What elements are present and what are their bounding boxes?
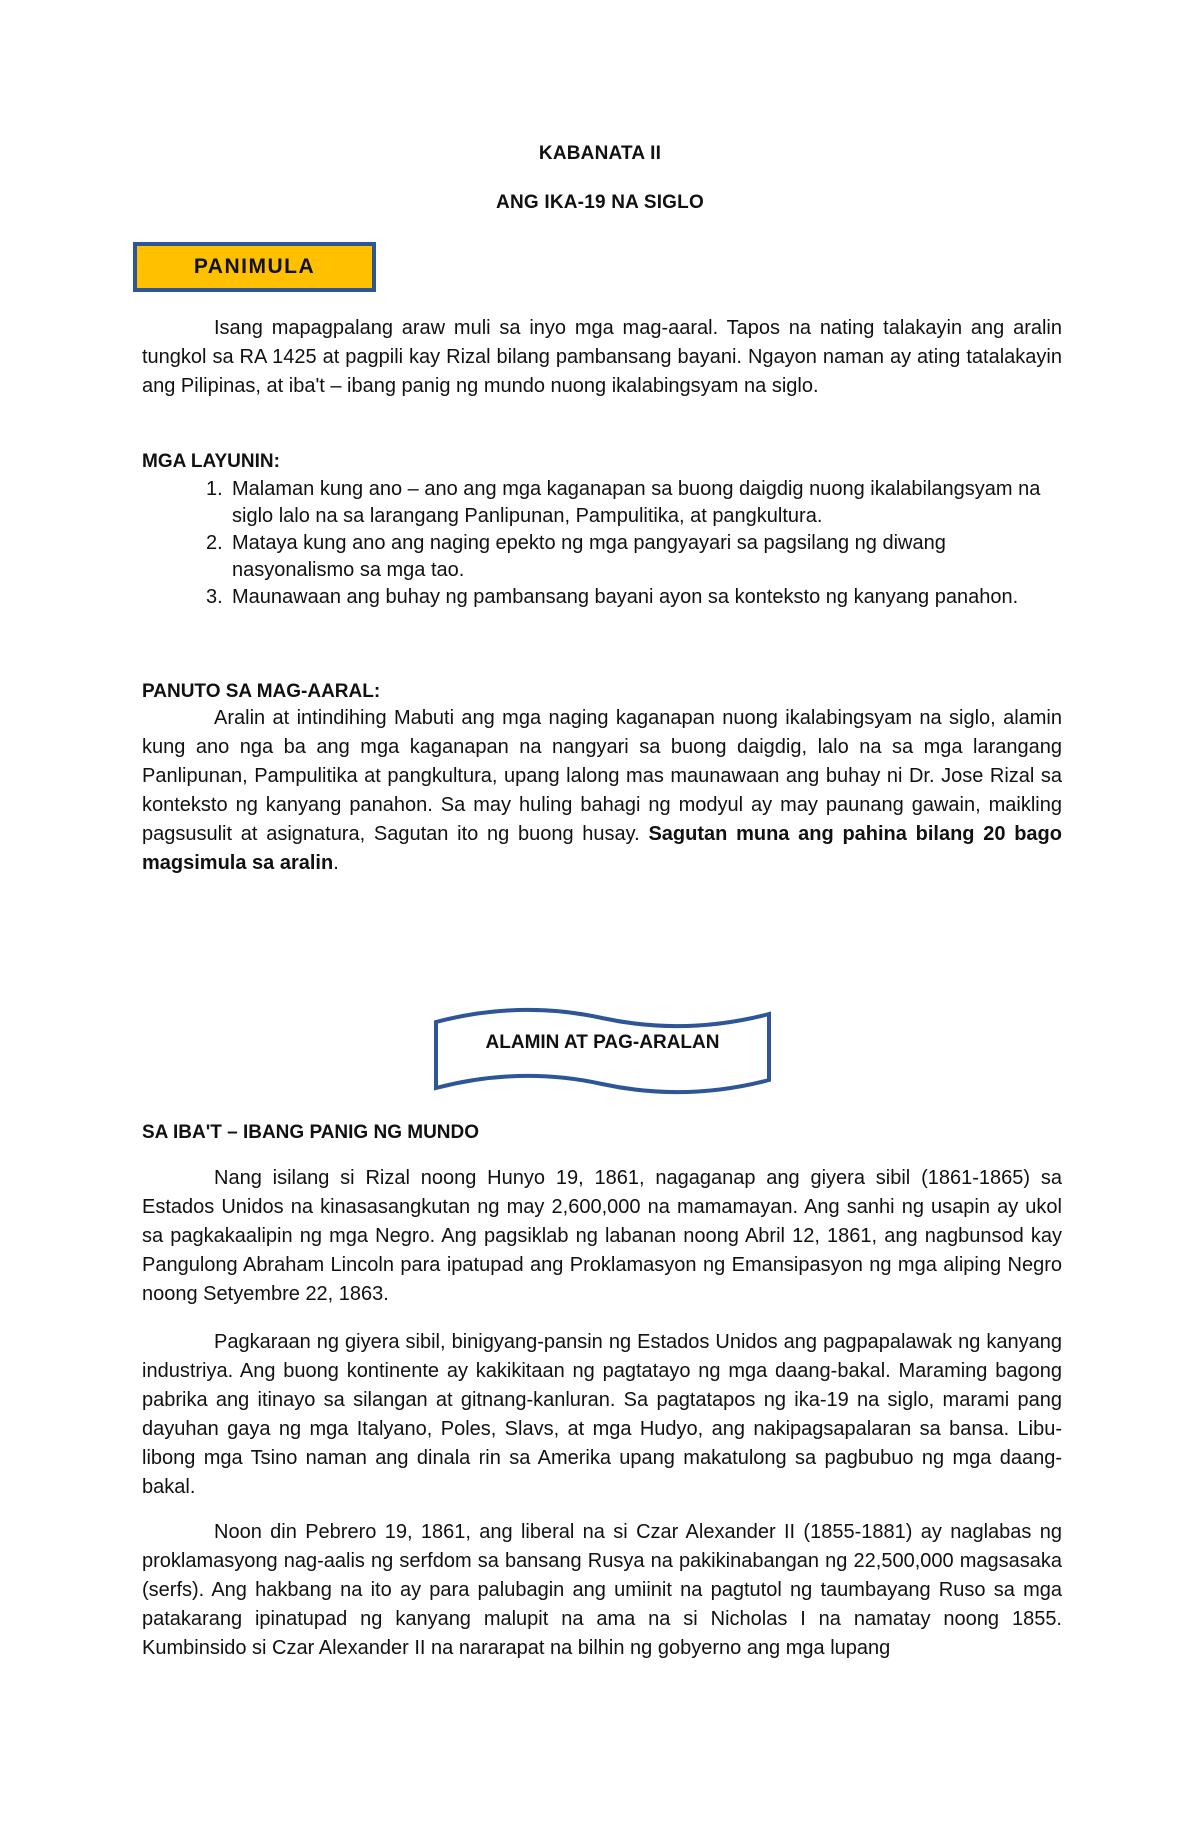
body-paragraph-2: Pagkaraan ng giyera sibil, binigyang-pansin ng Estados Unidos ang pagpapalawak ng kanyang industriya. Ang buong kontinente ay kakikitaan ng pagtatayo ng mga daang-bakal. Maraming bagong pabrika ang itinayo sa silangan at gitnang-kanluran. Sa pagtatapos ng ika-19 na siglo, marami pang dayuhan gaya ng mga Italyano, Poles, Slavs, at mga Hudyo, ang nakipagsapalaran sa bansa. Libu-libong mga Tsino naman ang dinala rin sa Amerika upang makatulong sa pagbubuo ng mga daang-bakal. (142, 1331, 1062, 1498)
list-item (142, 476, 1062, 530)
list-item-number: 3. (206, 586, 223, 608)
list-item (142, 584, 1062, 611)
instructions-text: Aralin at intindihing Mabuti ang mga naging kaganapan nuong ikalabingsyam na siglo, alamin kung ano nga ba ang mga kaganapan na nangyari sa buong daigdig, lalo na sa mga larangang Panlipunan, Pampulitika at pangkultura, upang lalong mas maunawaan ang buhay ni Dr. Jose Rizal sa konteksto ng kanyang panahon. Sa may huling bahagi ng modyul ay may paunang gawain, maikling pagsusulit at asignatura, Sagutan ito ng buong husay. (142, 707, 1062, 845)
objectives-heading: MGA LAYUNIN: (142, 451, 280, 472)
panimula-label: PANIMULA (193, 255, 316, 278)
intro-paragraph: Isang mapagpalang araw muli sa inyo mga mag-aaral. Tapos na nating talakayin ang aralin tungkol sa RA 1425 at pagpili kay Rizal bilang pambansang bayani. Ngayon naman ay ating tatalakayin ang Pilipinas, at iba't – ibang panig ng mundo nuong ikalabingsyam na siglo. (142, 317, 1062, 397)
instructions-bold-text: Sagutan muna ang pahina bilang 20 bago magsimula sa aralin (142, 823, 1062, 874)
instructions-heading: PANUTO SA MAG-AARAL: (142, 681, 381, 702)
instructions-end: . (333, 852, 339, 874)
instructions-paragraph (142, 704, 1062, 878)
list-item-text: Maunawaan ang buhay ng pambansang bayani ayon sa konteksto ng kanyang panahon. (232, 586, 1019, 608)
chapter-subtitle: ANG IKA-19 NA SIGLO (496, 192, 704, 213)
list-item-text: Mataya kung ano ang naging epekto ng mga pangyayari sa pagsilang ng diwang nasyonalismo sa mga tao. (232, 532, 946, 581)
list-item-text: Malaman kung ano – ano ang mga kaganapan sa buong daigdig nuong ikalabilangsyam na siglo lalo na sa larangang Panlipunan, Pampulitika, at pangkultura. (232, 478, 1041, 527)
body-paragraph-1: Nang isilang si Rizal noong Hunyo 19, 1861, nagaganap ang giyera sibil (1861-1865) sa Estados Unidos na kinasasangkutan ng may 2,600,000 na mamamayan. Ang sanhi ng usapin ay ukol sa pagkakaalipin ng mga Negro. Ang pagsiklab ng labanan noong Abril 12, 1861, ang nagbunsod kay Pangulong Abraham Lincoln para ipatupad ang Proklamasyon ng Emansipasyon ng mga aliping Negro noong Setyembre 22, 1863. (142, 1167, 1062, 1305)
list-item-number: 1. (206, 478, 223, 500)
panimula-label-box (133, 242, 376, 292)
alamin-banner (430, 1000, 775, 1100)
body-paragraph-3: Noon din Pebrero 19, 1861, ang liberal na si Czar Alexander II (1855-1881) ay naglabas ng proklamasyong nag-aalis ng serfdom sa bansang Rusya na pakikinabangan ng 22,500,000 magsasaka (serfs). Ang hakbang na ito ay para palubagin ang umiinit na pagtutol ng taumbayang Ruso sa mga patakarang ipinatupad ng kanyang malupit na ama na si Nicholas I na namatay noong 1855. Kumbinsido si Czar Alexander II na nararapat na bilhin ng gobyerno ang mga lupang (142, 1521, 1062, 1659)
banner-label: ALAMIN AT PAG-ARALAN (485, 1032, 720, 1053)
chapter-title: KABANATA II (538, 143, 662, 164)
section-heading: SA IBA'T – IBANG PANIG NG MUNDO (142, 1122, 480, 1143)
objectives-list (142, 476, 1062, 611)
list-item (142, 530, 1062, 584)
list-item-number: 2. (206, 532, 223, 554)
